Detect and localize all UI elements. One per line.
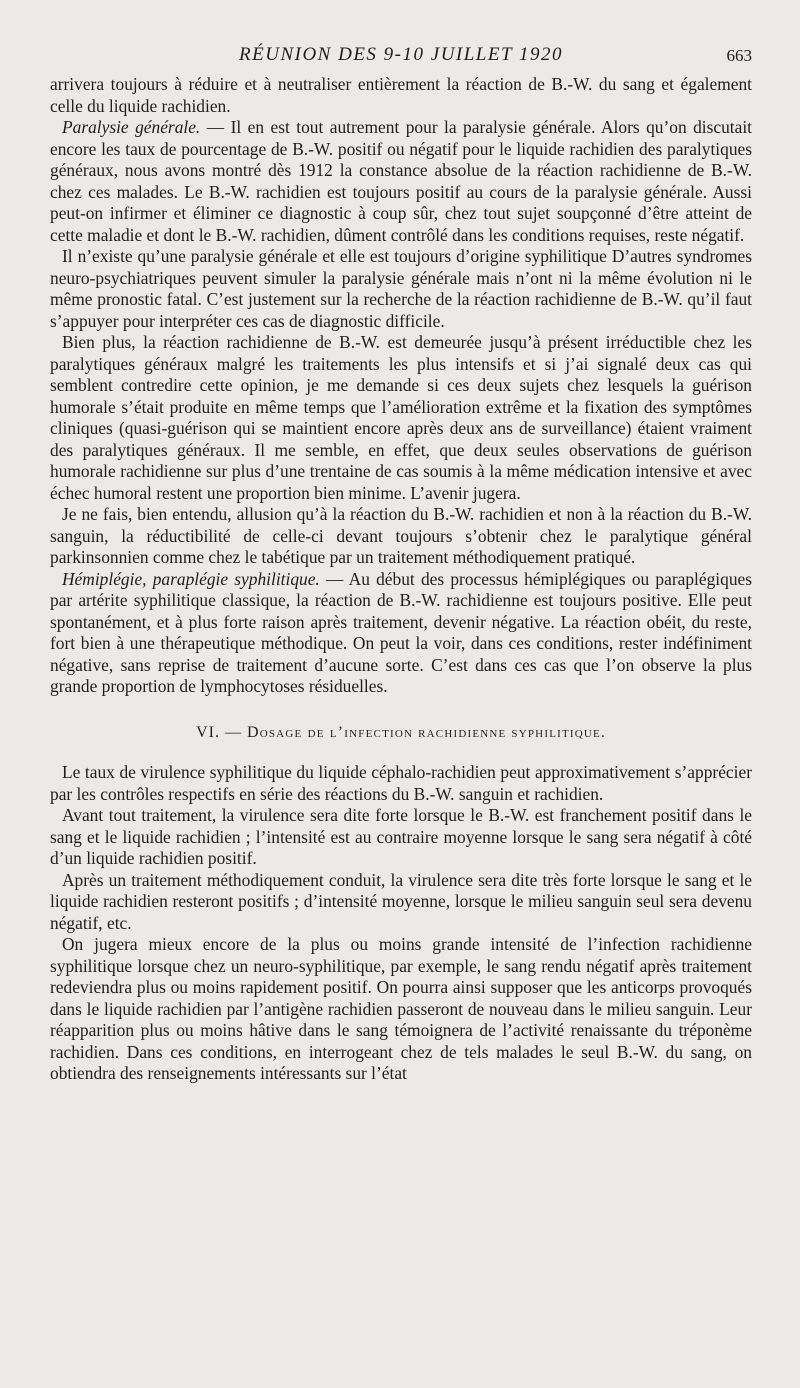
paragraph	[50, 504, 752, 569]
section-title: infection rachidienne syphilitique.	[344, 724, 606, 741]
paragraph-text: arrivera toujours à réduire et à neutraliser entièrement la réaction de B.-W. du sang et également celle du liquide rachidien.	[50, 74, 752, 116]
paragraph-text: On jugera mieux encore de la plus ou moins grande intensité de l’infection rachidienne syphilitique lorsque chez un neuro-syphilitique, par exemple, le sang rendu négatif après traitement redeviendra plus ou moins rapidement positif. On pourra ainsi supposer que les anticorps provoqués dans le liquide rachidien par l’antigène rachidien passeront de nouveau dans le milieu sanguin. Leur réapparition plus ou moins hâtive dans le sang témoignera de l’activité renaissante du tréponème rachidien. Dans ces conditions, en interrogeant chez de tels malades le seul B.-W. du sang, on obtiendra des renseignements intéressants sur l’état	[50, 934, 752, 1083]
paragraph-text: Il n’existe qu’une paralysie générale et elle est toujours d’origine syphilitique D’autres syndromes neuro-psychiatriques peuvent simuler la paralysie générale mais n’ont ni la même évolution ni le même pronostic fatal. C’est justement sur la recherche de la réaction rachidienne de B.-W. qu’il faut s’appuyer pour interpréter ces cas de diagnostic difficile.	[50, 246, 752, 331]
paragraph-text: — Au début des processus hémiplégiques ou paraplégiques par artérite syphilitique classique, la réaction de B.-W. rachidienne est toujours positive. Elle peut spontanément, et à plus forte raison après traitement, devenir négative. La réaction obéit, du reste, fort bien à une thérapeutique méthodique. On peut la voir, dans ces conditions, rester indéfiniment négative, sans reprise de traitement d’aucune sorte. C’est dans ces cas que l’on observe la plus grande proportion de lymphocytoses résiduelles.	[50, 568, 752, 696]
paragraph-lead: Paralysie générale.	[62, 117, 201, 137]
paragraph-text: — Il en est tout autrement pour la paralysie générale. Alors qu’on discutait encore les taux de pourcentage de B.-W. positif ou négatif pour le liquide rachidien des paralytiques généraux, nous avons montré dès 1912 la constance absolue de la réaction rachidienne de B.-W. chez ces malades. Le B.-W. rachidien est toujours positif au cours de la paralysie générale. Aussi peut-on infirmer et éliminer ce diagnostic à coup sûr, chez tout sujet soupçonné d’être atteint de cette maladie et dont le B.-W. rachidien, dûment contrôlé dans les conditions requises, reste négatif.	[50, 117, 753, 245]
paragraph	[50, 870, 752, 935]
paragraph-text: Bien plus, la réaction rachidienne de B.-W. est demeurée jusqu’à présent irréductible chez les paralytiques généraux malgré les traitements les plus intensifs et si j’ai signalé deux cas qui semblent contredire cette opinion, je me demande si ces deux sujets chez lesquels la guérison humorale s’était produite en même temps que l’amélioration extrême et la fixation des symptômes cliniques (quasi-guérison qui se maintient encore après deux ans de surveillance) étaient vraiment des paralytiques généraux. Il me semble, en effet, que deux seules observations de guérison humorale rachidienne sur plus d’une trentaine de cas soumis à la même médication intensive et avec échec humoral restent une proportion bien minime. L’avenir jugera.	[50, 332, 752, 503]
paragraph	[50, 74, 752, 117]
page-number: 663	[726, 46, 752, 65]
paragraph	[50, 332, 752, 504]
running-title: RÉUNION DES 9-10 JUILLET 1920	[239, 44, 563, 65]
paragraph-lead: Hémiplégie, paraplégie syphilitique.	[62, 568, 320, 589]
section-title-lead: Dosage de l’	[246, 723, 345, 741]
paragraph	[50, 246, 752, 332]
paragraph-text: Avant tout traitement, la virulence sera dite forte lorsque le B.-W. est franchement positif dans le sang et le liquide rachidien ; l’intensité est au contraire moyenne lorsque le sang sera négatif à côté d’un liquide rachidien positif.	[50, 805, 752, 868]
section-number: VI. —	[196, 723, 242, 741]
paragraph	[50, 934, 752, 1085]
paragraph-text: Je ne fais, bien entendu, allusion qu’à la réaction du B.-W. rachidien et non à la réaction du B.-W. sanguin, la réductibilité de celle-ci devant toujours s’obtenir chez le paralytique général parkinsonnien comme chez le tabétique par un traitement méthodiquement pratiqué.	[50, 504, 752, 567]
paragraph	[50, 569, 752, 698]
body-text	[50, 74, 752, 1085]
paragraph	[50, 805, 752, 870]
running-head	[50, 44, 752, 74]
paragraph-text: Après un traitement méthodiquement conduit, la virulence sera dite très forte lorsque le sang et le liquide rachidien resteront positifs ; d’intensité moyenne, lorsque le milieu sanguin seul sera devenu négatif, etc.	[50, 869, 752, 933]
paragraph	[50, 762, 752, 805]
paragraph-text: Le taux de virulence syphilitique du liquide céphalo-rachidien peut approximativement s’apprécier par les contrôles respectifs en série des réactions du B.-W. sanguin et rachidien.	[50, 762, 752, 804]
section-heading	[50, 722, 752, 745]
paragraph	[50, 117, 752, 246]
